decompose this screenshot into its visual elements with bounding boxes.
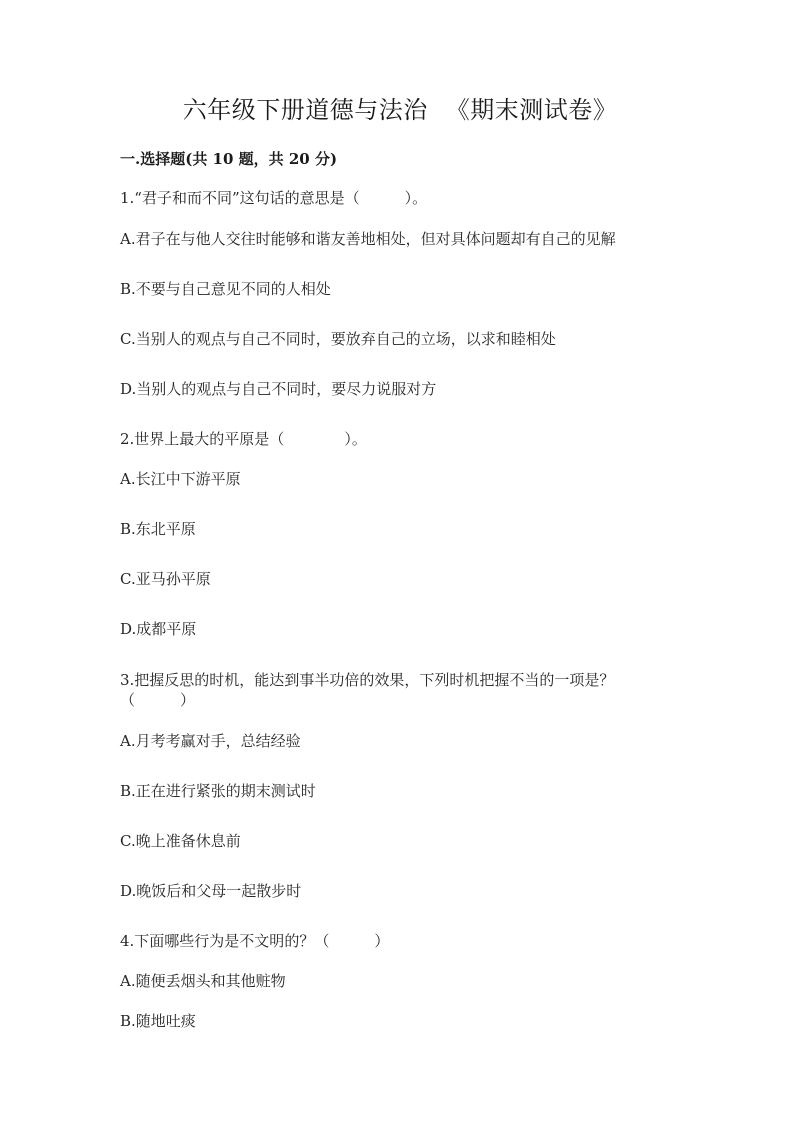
question-3-option-d[interactable]: D.晚饭后和父母一起散步时	[120, 882, 302, 900]
question-2-option-c[interactable]: C.亚马孙平原	[120, 570, 211, 588]
question-3-option-c[interactable]: C.晚上准备休息前	[120, 832, 241, 850]
question-1-option-c[interactable]: C.当别人的观点与自己不同时，要放弃自己的立场，以求和睦相处	[120, 330, 556, 348]
page-title	[0, 92, 800, 128]
question-4-option-a[interactable]: A.随便丢烟头和其他赃物	[120, 972, 286, 990]
question-2-option-b[interactable]: B.东北平原	[120, 520, 196, 538]
question-1-option-a[interactable]: A.君子在与他人交往时能够和谐友善地相处，但对具体问题却有自己的见解	[120, 230, 616, 248]
title-main: 六年级下册道德与法治	[182, 96, 428, 124]
question-1-stem: 1.“君子和而不同”这句话的意思是（ ）。	[120, 189, 428, 207]
question-1-option-b[interactable]: B.不要与自己意见不同的人相处	[120, 280, 331, 298]
question-3-option-a[interactable]: A.月考考赢对手，总结经验	[120, 732, 301, 750]
question-4-stem: 4.下面哪些行为是不文明的？（ ）	[120, 932, 390, 950]
question-2-stem: 2.世界上最大的平原是（ ）。	[120, 430, 367, 448]
question-2-option-a[interactable]: A.长江中下游平原	[120, 470, 241, 488]
question-3-option-b[interactable]: B.正在进行紧张的期末测试时	[120, 782, 316, 800]
section-heading: 一.选择题(共 10 题，共 20 分)	[120, 150, 338, 168]
question-3-stem: 3.把握反思的时机，能达到事半功倍的效果，下列时机把握不当的一项是？	[120, 671, 615, 689]
question-1-option-d[interactable]: D.当别人的观点与自己不同时，要尽力说服对方	[120, 380, 437, 398]
question-2-option-d[interactable]: D.成都平原	[120, 620, 197, 638]
question-3-stem-blank: （ ）	[120, 691, 196, 709]
title-sub: 《期末测试卷》	[445, 96, 618, 124]
question-4-option-b[interactable]: B.随地吐痰	[120, 1012, 196, 1030]
